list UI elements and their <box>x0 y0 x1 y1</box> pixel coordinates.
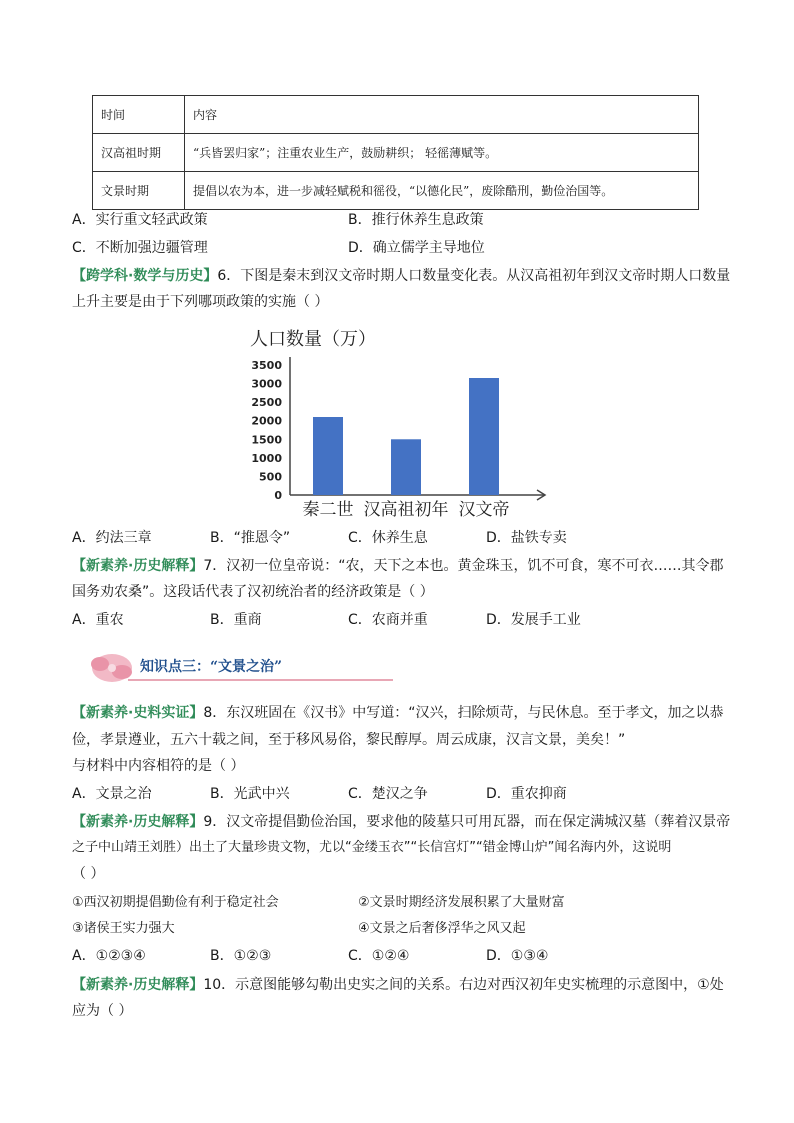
q6-option-a: A．约法三章 <box>72 530 152 546</box>
section-banner <box>88 650 398 686</box>
q10-tag: 【新素养·历史解释】 <box>72 977 204 993</box>
q9-statement-2: ②文景时期经济发展积累了大量财富 <box>358 895 565 910</box>
y-tick-label: 500 <box>259 470 282 484</box>
population-chart <box>240 320 560 520</box>
q9-statement-3: ③诸侯王实力强大 <box>72 921 175 936</box>
q6-stem-line2: 上升主要是由于下列哪项政策的实施（ ） <box>72 294 329 310</box>
q9-option-a: A．①②③④ <box>72 948 146 964</box>
q5-option-c: C．不断加强边疆管理 <box>72 240 208 256</box>
q7-option-c: C．农商并重 <box>348 612 428 628</box>
history-table <box>92 95 699 210</box>
q7-option-a: A．重农 <box>72 612 124 628</box>
q5-option-b: B．推行休养生息政策 <box>348 212 484 228</box>
q7-stem-line1 <box>72 556 724 576</box>
bar <box>391 439 421 495</box>
q7-stem-line2: 国务劝农桑”。这段话代表了汉初统治者的经济政策是（ ） <box>72 584 434 600</box>
y-tick-label: 2000 <box>251 414 282 428</box>
x-tick-label: 汉高祖初年 <box>363 500 449 520</box>
chart-title: 人口数量（万） <box>250 329 376 350</box>
x-tick-label: 秦二世 <box>302 500 354 520</box>
y-tick-label: 1000 <box>251 451 282 465</box>
q8-stem-line1 <box>72 703 724 723</box>
q6-option-b: B．“推恩令” <box>210 530 291 546</box>
q7-text1: 7．汉初一位皇帝说：“农，天下之本也。黄金珠玉，饥不可食，寒不可衣……其令郡 <box>203 558 724 574</box>
q8-stem-line2: 俭，孝景遵业，五六十载之间，至于移风易俗，黎民醇厚。周云成康，汉言文景，美矣！” <box>72 732 626 748</box>
table-cell: “兵皆罢归家”；注重农业生产，鼓励耕织； 轻徭薄赋等。 <box>185 134 699 172</box>
bar <box>313 417 343 495</box>
table-cell: 汉高祖时期 <box>93 134 185 172</box>
q9-option-d: D．①③④ <box>486 948 549 964</box>
q9-option-c: C．①②④ <box>348 948 410 964</box>
q8-option-d: D．重农抑商 <box>486 786 567 802</box>
q8-option-a: A．文景之治 <box>72 786 152 802</box>
q8-text1: 8．东汉班固在《汉书》中写道：“汉兴，扫除烦苛，与民休息。至于孝文，加之以恭 <box>203 705 724 721</box>
q6-text1: 6．下图是秦末到汉文帝时期人口数量变化表。从汉高祖初年到汉文帝时期人口数量 <box>217 268 731 284</box>
section-title: 知识点三：“文景之治” <box>140 659 283 675</box>
q7-tag: 【新素养·历史解释】 <box>72 558 204 574</box>
table-cell: 提倡以农为本，进一步减轻赋税和徭役，“以德化民”，废除酷刑，勤俭治国等。 <box>185 172 699 210</box>
q8-tag: 【新素养·史料实证】 <box>72 705 204 721</box>
table-cell: 文景时期 <box>93 172 185 210</box>
q9-text1: 9．汉文帝提倡勤俭治国，要求他的陵墓只可用瓦器，而在保定满城汉墓（葬着汉景帝 <box>203 814 731 830</box>
q9-stem-line2: 之子中山靖王刘胜）出土了大量珍贵文物，尤以“金缕玉衣”“长信宫灯”“错金博山炉”闻名海内外，这说明 <box>72 840 672 855</box>
y-tick-label: 3000 <box>251 377 282 391</box>
table-header-time: 时间 <box>93 96 185 134</box>
q10-stem-line1 <box>72 975 724 995</box>
x-tick-label: 汉文帝 <box>458 500 510 520</box>
q9-stem-line1 <box>72 812 730 832</box>
q5-option-d: D．确立儒学主导地位 <box>348 240 485 256</box>
q9-stem-line3: （ ） <box>72 866 105 882</box>
q6-stem-line1 <box>72 266 730 286</box>
q5-option-a: A．实行重文轻武政策 <box>72 212 208 228</box>
q9-tag: 【新素养·历史解释】 <box>72 814 204 830</box>
q7-option-b: B．重商 <box>210 612 262 628</box>
q9-statement-1: ①西汉初期提倡勤俭有利于稳定社会 <box>72 895 279 910</box>
q6-option-d: D．盐铁专卖 <box>486 530 567 546</box>
bar <box>469 378 499 495</box>
y-tick-label: 3500 <box>251 359 282 372</box>
q10-stem-line2: 应为（ ） <box>72 1003 133 1019</box>
y-tick-label: 0 <box>274 489 282 502</box>
q8-option-b: B．光武中兴 <box>210 786 290 802</box>
q6-tag: 【跨学科·数学与历史】 <box>72 268 218 284</box>
q8-option-c: C．楚汉之争 <box>348 786 428 802</box>
table-header-content: 内容 <box>185 96 699 134</box>
q7-option-d: D．发展手工业 <box>486 612 581 628</box>
y-tick-label: 1500 <box>251 433 282 447</box>
q6-option-c: C．休养生息 <box>348 530 428 546</box>
q10-text1: 10．示意图能够勾勒出史实之间的关系。右边对西汉初年史实梳理的示意图中，①处 <box>203 977 724 993</box>
q9-statement-4: ④文景之后奢侈浮华之风又起 <box>358 921 526 936</box>
q8-stem-line3: 与材料中内容相符的是（ ） <box>72 758 245 774</box>
y-tick-label: 2500 <box>251 396 282 410</box>
q9-option-b: B．①②③ <box>210 948 272 964</box>
